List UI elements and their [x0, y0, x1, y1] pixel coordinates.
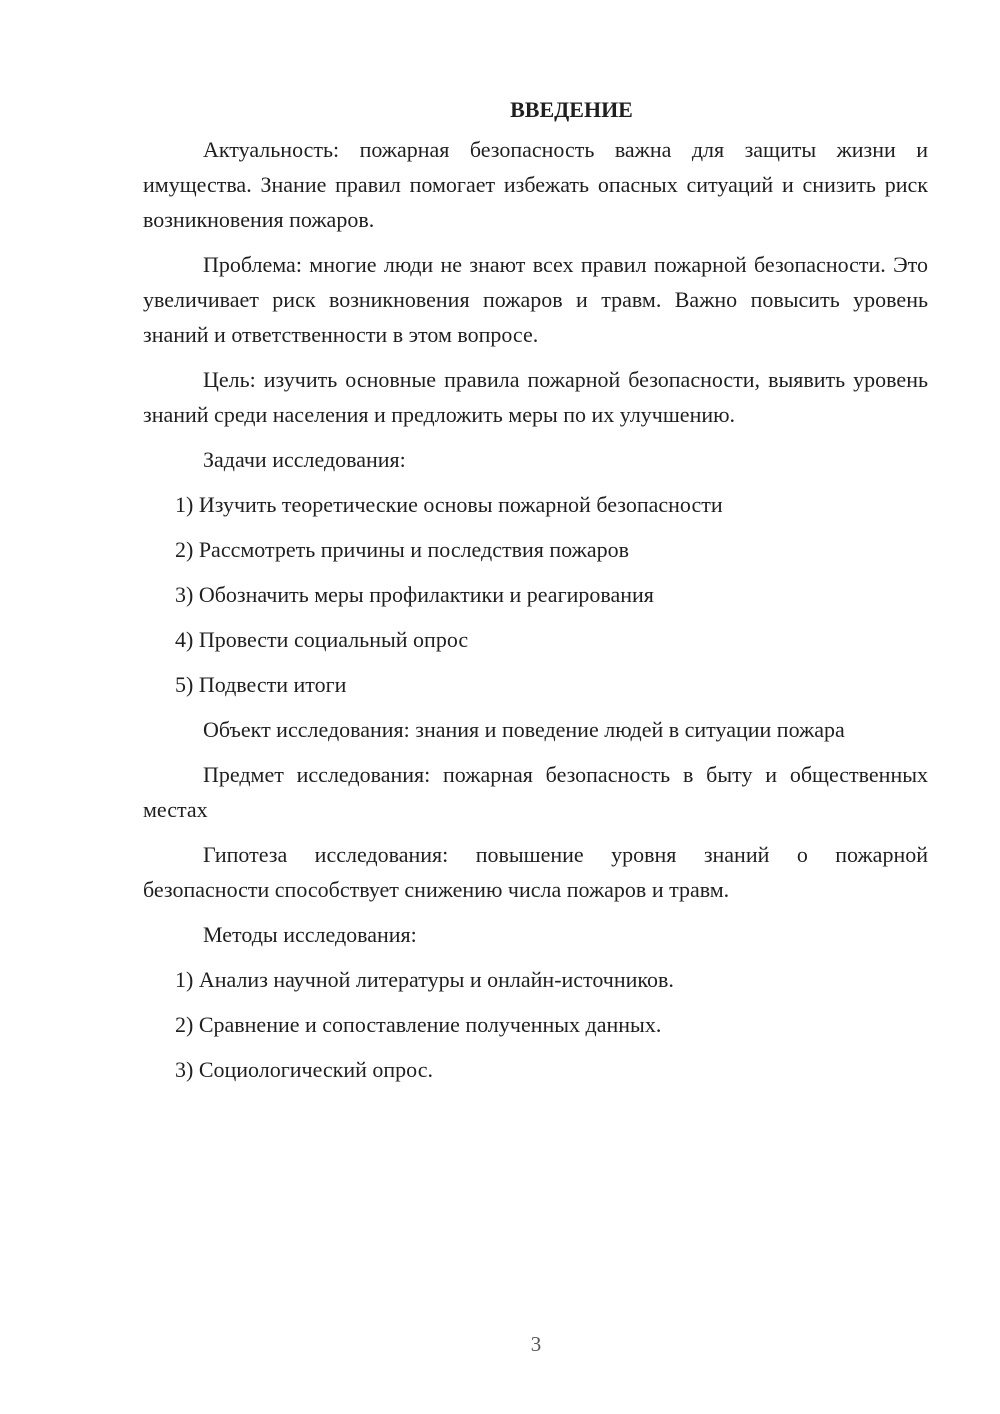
paragraph-problem: Проблема: многие люди не знают всех правил пожарной безопасности. Это увеличивает риск возникновения пожаров и травм. Важно повысить уровень знаний и ответственности в этом вопросе.: [143, 252, 928, 347]
list-item: 1) Изучить теоретические основы пожарной безопасности: [175, 492, 723, 517]
list-item: 5) Подвести итоги: [175, 672, 347, 697]
paragraph-relevance: Актуальность: пожарная безопасность важна для защиты жизни и имущества. Знание правил помогает избежать опасных ситуаций и снизить риск возникновения пожаров.: [143, 137, 928, 232]
list-item: 1) Анализ научной литературы и онлайн-источников.: [175, 967, 674, 992]
document-page: [143, 92, 928, 1097]
paragraph-subject: Предмет исследования: пожарная безопасность в быту и общественных местах: [143, 762, 928, 822]
list-item: 2) Сравнение и сопоставление полученных данных.: [175, 1012, 662, 1037]
list-item: 4) Провести социальный опрос: [175, 627, 469, 652]
paragraph-hypothesis: Гипотеза исследования: повышение уровня знаний о пожарной безопасности способствует снижению числа пожаров и травм.: [143, 842, 928, 902]
list-item: 3) Социологический опрос.: [175, 1057, 433, 1082]
list-item: 2) Рассмотреть причины и последствия пожаров: [175, 537, 629, 562]
tasks-list: [143, 487, 928, 702]
section-heading: ВВЕДЕНИЕ: [510, 97, 633, 122]
methods-title: Методы исследования:: [203, 922, 417, 947]
paragraph-goal: Цель: изучить основные правила пожарной безопасности, выявить уровень знаний среди населения и предложить меры по их улучшению.: [143, 367, 928, 427]
paragraph-object: Объект исследования: знания и поведение людей в ситуации пожара: [203, 717, 845, 742]
page-number: 3: [530, 1332, 542, 1356]
methods-list: [143, 962, 928, 1087]
tasks-title: Задачи исследования:: [203, 447, 406, 472]
list-item: 3) Обозначить меры профилактики и реагирования: [175, 582, 654, 607]
